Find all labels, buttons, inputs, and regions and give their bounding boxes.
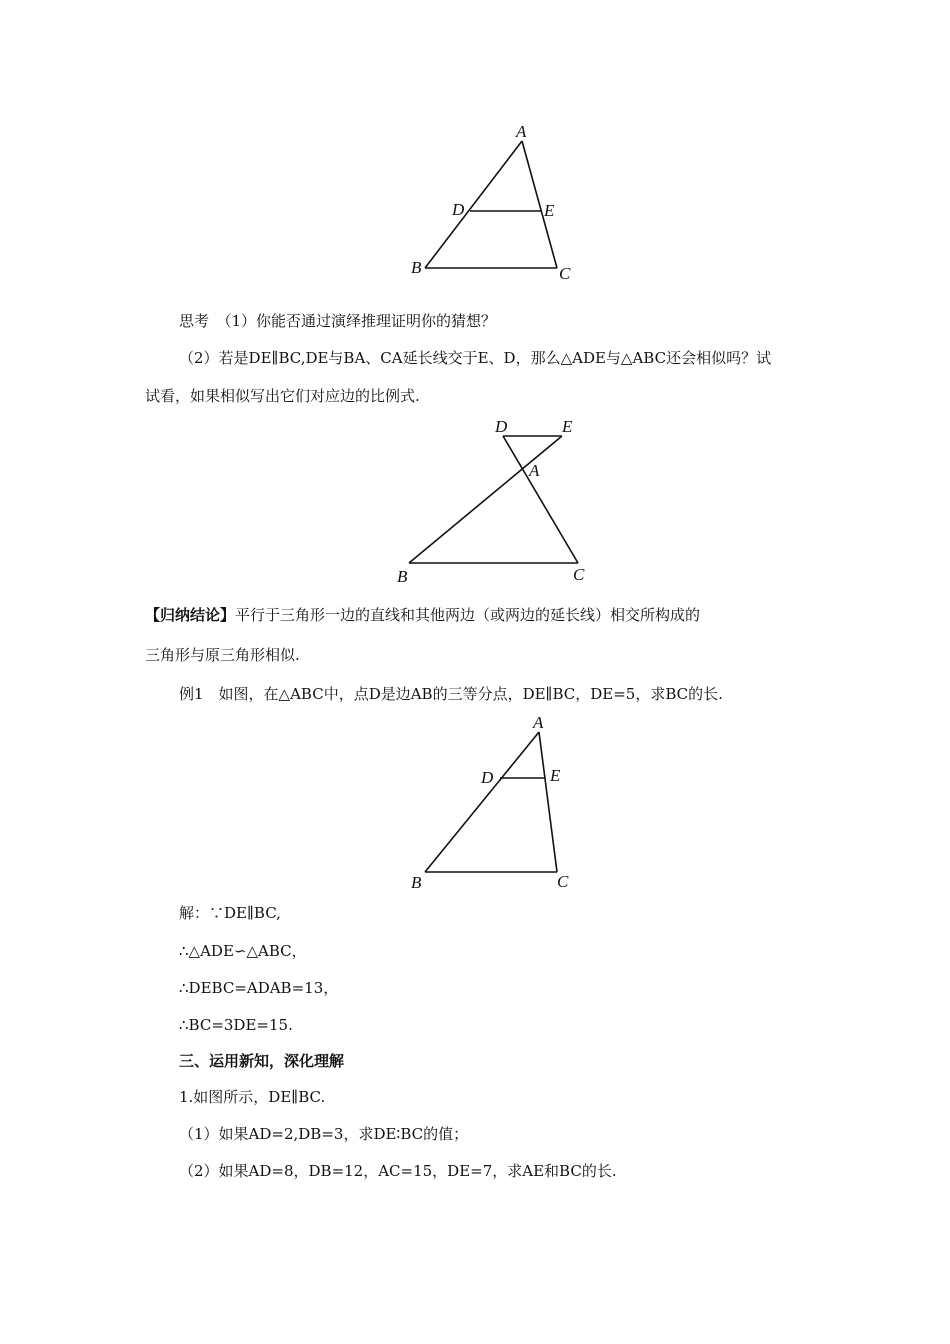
side-ab <box>425 732 539 872</box>
exercise-1: 1.如图所示，DE∥BC. <box>179 1088 326 1106</box>
side-ac <box>539 732 557 872</box>
conclusion-tag: 【归纳结论】 <box>145 606 236 624</box>
conclusion-text1: 平行于三角形一边的直线和其他两边（或两边的延长线）相交所构成的 <box>235 606 701 624</box>
think-question-1: 思考 （1）你能否通过演绎推理证明你的猜想？ <box>179 312 497 330</box>
think-question-2-line2: 试看，如果相似写出它们对应边的比例式. <box>145 387 420 405</box>
label-d: D <box>495 417 508 436</box>
label-a: A <box>529 461 540 480</box>
example-problem: 例1 如图，在△ABC中，点D是边AB的三等分点，DE∥BC，DE=5，求BC的长. <box>179 685 723 703</box>
label-e: E <box>562 417 573 436</box>
label-d: D <box>452 200 465 219</box>
label-e: E <box>544 201 555 220</box>
label-a: A <box>533 713 544 732</box>
label-d: D <box>481 768 494 787</box>
solution-line1: 解：∵DE∥BC, <box>179 904 281 922</box>
conclusion-line2: 三角形与原三角形相似. <box>145 646 300 664</box>
solution-line4: ∴BC=3DE=15. <box>179 1016 293 1034</box>
label-e: E <box>550 766 561 785</box>
label-c: C <box>557 872 569 891</box>
solution-line3: ∴DEBC=ADAB=13， <box>179 979 339 997</box>
section-heading: 三、运用新知，深化理解 <box>179 1052 345 1070</box>
label-b: B <box>411 873 422 892</box>
label-b: B <box>411 258 422 277</box>
label-c: C <box>573 565 585 584</box>
label-b: B <box>397 567 408 586</box>
think-question-2-line1: （2）若是DE∥BC,DE与BA、CA延长线交于E、D，那么△ADE与△ABC还会相似吗？试 <box>179 349 772 367</box>
label-c: C <box>559 264 571 283</box>
solution-line2: ∴△ADE∽△ABC， <box>179 942 307 960</box>
label-a: A <box>516 122 527 141</box>
exercise-1-part1: （1）如果AD=2,DB=3，求DE∶BC的值； <box>179 1125 469 1143</box>
exercise-1-part2: （2）如果AD=8，DB=12，AC=15，DE=7，求AE和BC的长. <box>179 1162 617 1180</box>
